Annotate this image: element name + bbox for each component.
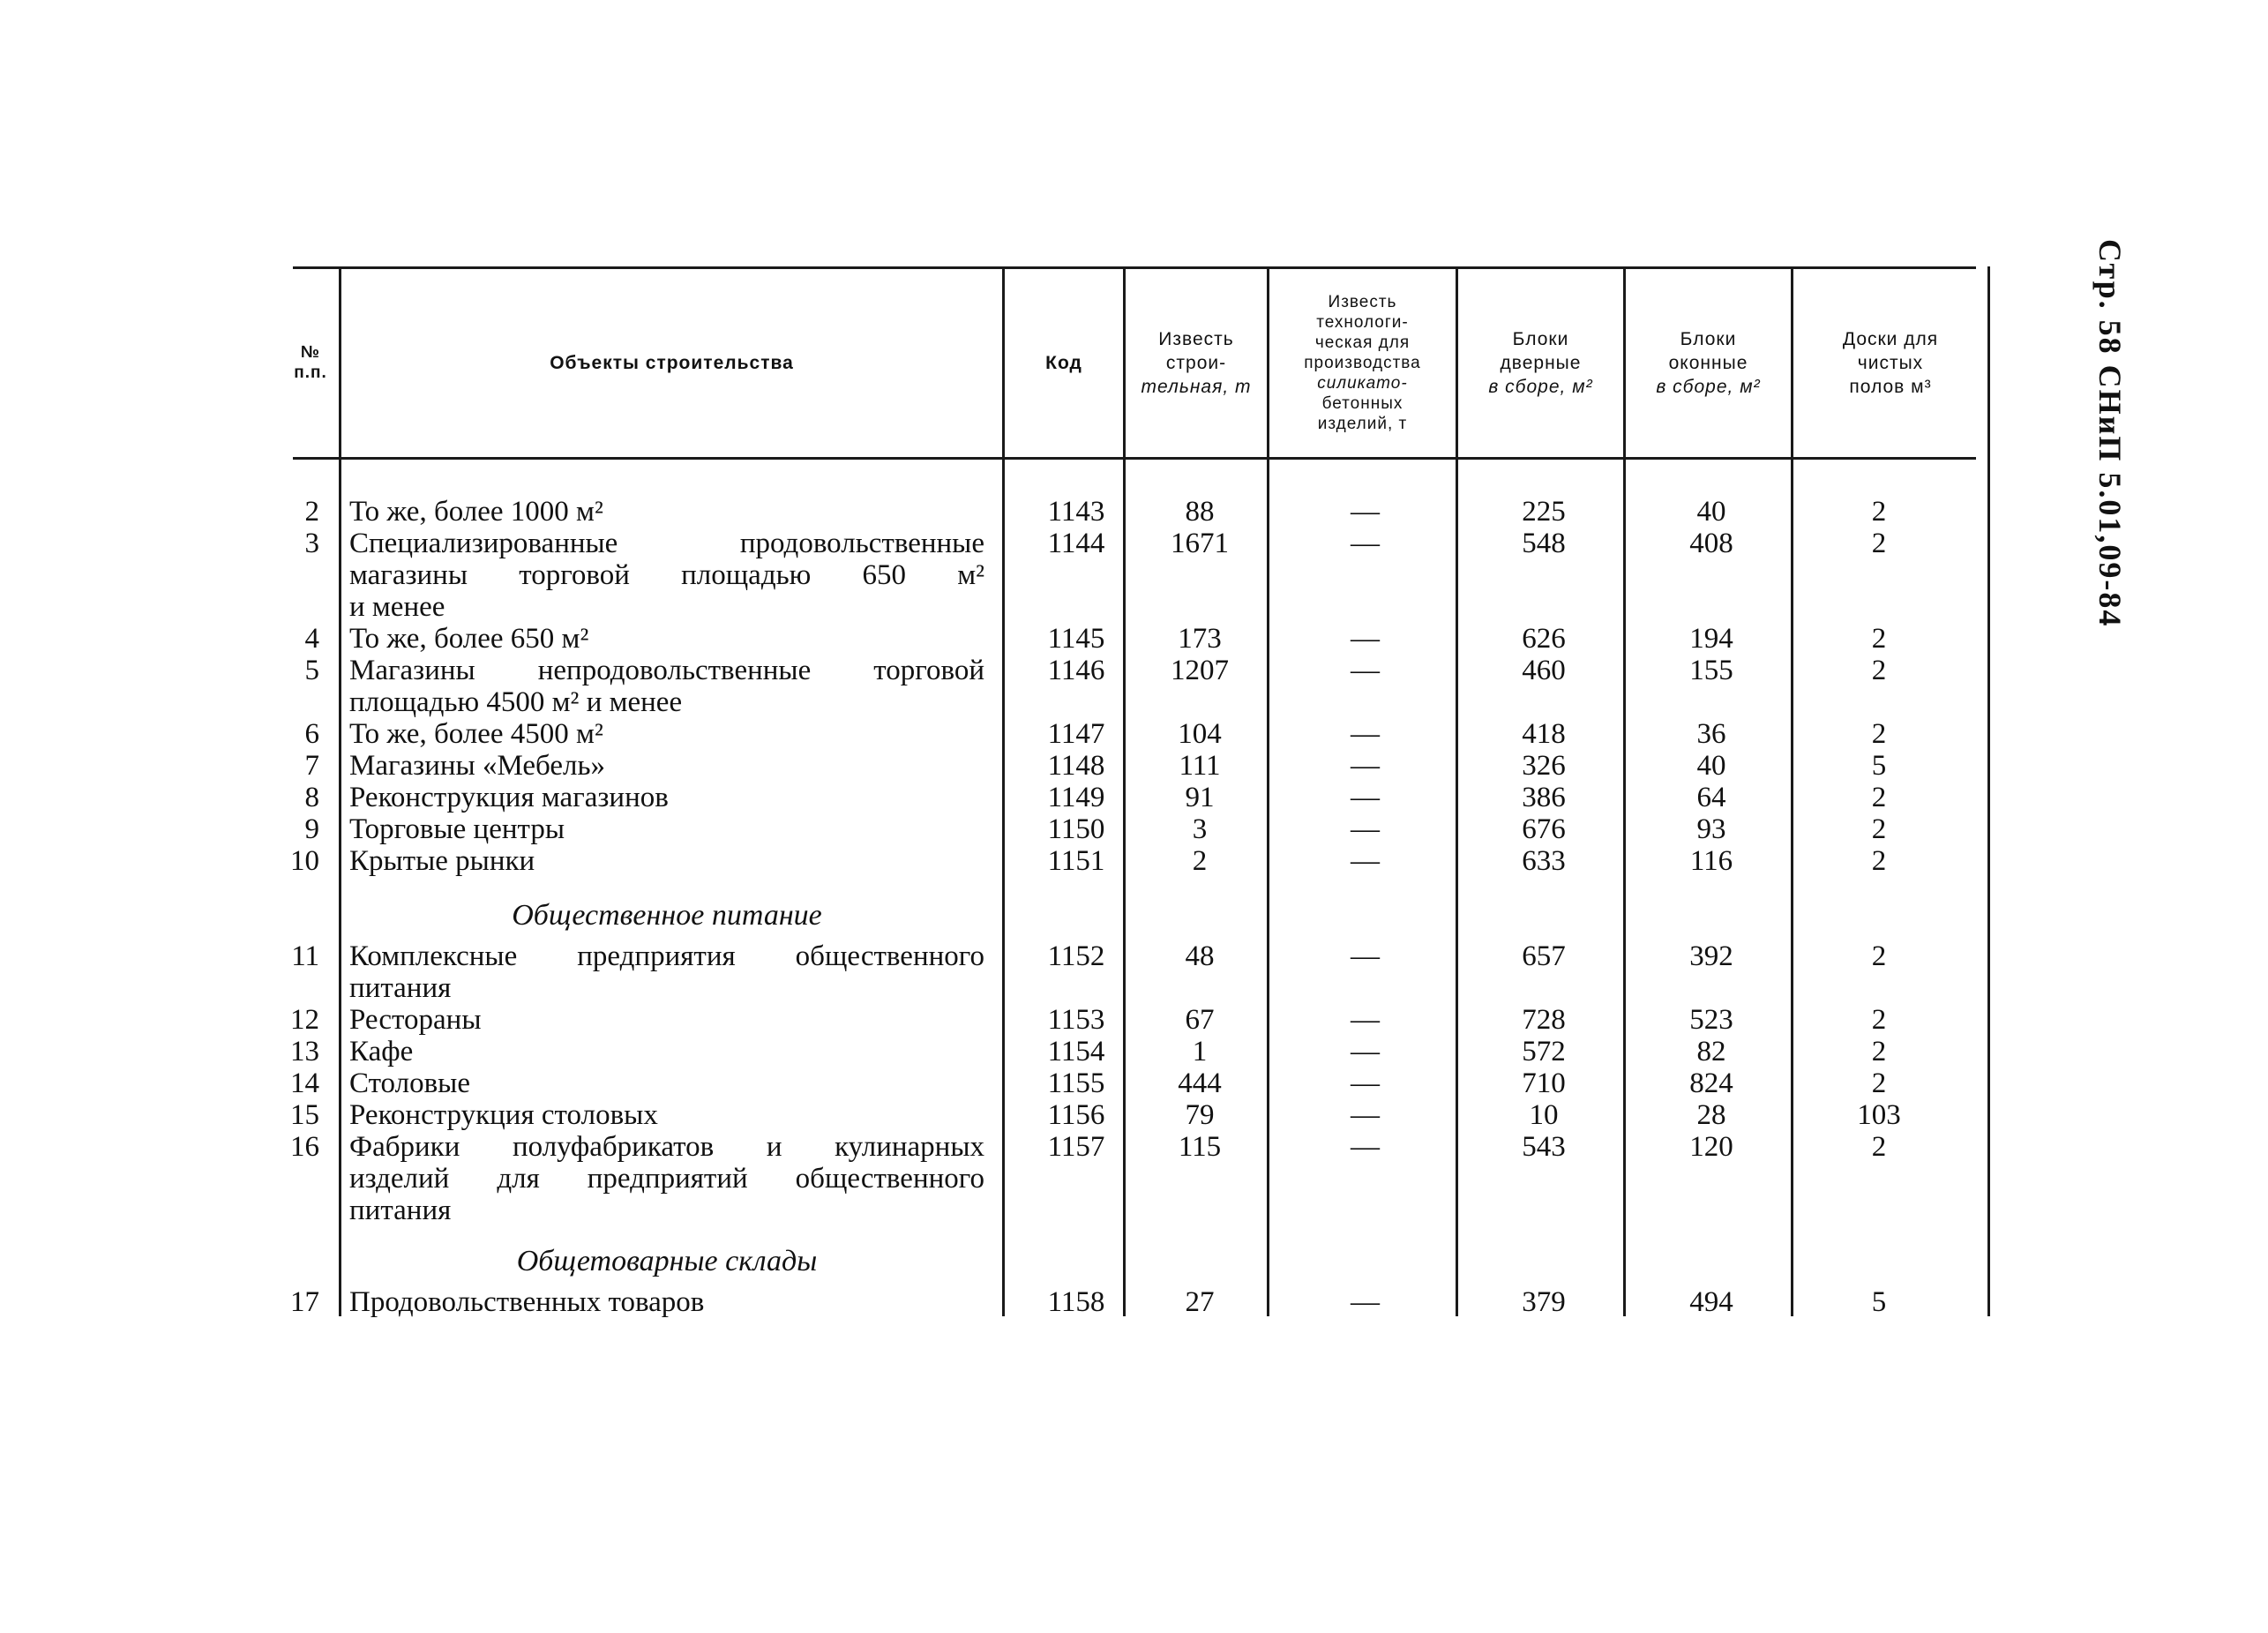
row-door: 379: [1522, 1286, 1566, 1318]
row-window: 824: [1689, 1067, 1733, 1099]
row-window: 40: [1696, 750, 1726, 782]
row-boards: 103: [1857, 1099, 1901, 1131]
header-lime-construction: Известь строи- тельная, т: [1141, 328, 1252, 397]
row-tech: —: [1351, 940, 1380, 972]
row-tech: —: [1351, 1004, 1380, 1036]
row-boards: 2: [1871, 623, 1887, 655]
row-name: Реконструкция магазинов: [349, 782, 669, 813]
row-tech: —: [1351, 496, 1380, 528]
row-lime: 3: [1192, 813, 1208, 845]
row-num: 13: [290, 1036, 319, 1067]
header-lime-technological: Известь технологи- ческая для производства силикато- бетонных изделий, т: [1304, 292, 1421, 433]
row-num: 15: [290, 1099, 319, 1131]
row-name: Комплексные предприятия общественного питания: [349, 940, 984, 1004]
row-window: 408: [1689, 528, 1733, 559]
row-num: 11: [291, 940, 319, 972]
row-lime: 1671: [1171, 528, 1229, 559]
row-num: 9: [304, 813, 319, 845]
row-window: 120: [1689, 1131, 1733, 1163]
row-lime: 115: [1178, 1131, 1222, 1163]
row-boards: 2: [1871, 940, 1887, 972]
row-tech: —: [1351, 750, 1380, 782]
row-code: 1150: [1047, 813, 1105, 845]
row-code: 1152: [1047, 940, 1105, 972]
row-door: 418: [1522, 718, 1566, 750]
row-code: 1149: [1047, 782, 1105, 813]
row-boards: 2: [1871, 813, 1887, 845]
row-tech: —: [1351, 1286, 1380, 1318]
row-door: 633: [1522, 845, 1566, 877]
row-code: 1146: [1047, 655, 1105, 686]
row-tech: —: [1351, 1036, 1380, 1067]
row-lime: 79: [1185, 1099, 1215, 1131]
row-door: 460: [1522, 655, 1566, 686]
row-lime: 2: [1192, 845, 1208, 877]
row-boards: 2: [1871, 845, 1887, 877]
row-name: Магазины «Мебель»: [349, 750, 606, 782]
row-lime: 173: [1178, 623, 1222, 655]
row-code: 1155: [1047, 1067, 1105, 1099]
row-tech: —: [1351, 1131, 1380, 1163]
row-lime: 104: [1178, 718, 1222, 750]
row-code: 1157: [1047, 1131, 1105, 1163]
section-heading: Общественное питание: [512, 899, 822, 932]
row-window: 155: [1689, 655, 1733, 686]
row-window: 82: [1696, 1036, 1726, 1067]
row-window: 523: [1689, 1004, 1733, 1036]
row-code: 1144: [1047, 528, 1105, 559]
row-num: 5: [304, 655, 319, 686]
row-name: Магазины непродовольственные торговой площадью 4500 м² и менее: [349, 655, 984, 718]
row-code: 1154: [1047, 1036, 1105, 1067]
header-window-blocks: Блоки оконные в сборе, м²: [1656, 328, 1761, 397]
row-name: Специализированные продовольственные магазины торговой площадью 650 м² и менее: [349, 528, 984, 623]
table-right-border: [1987, 266, 1990, 1316]
row-name: Продовольственных товаров: [349, 1286, 705, 1318]
row-name: Кафе: [349, 1036, 414, 1067]
row-boards: 2: [1871, 718, 1887, 750]
row-door: 710: [1522, 1067, 1566, 1099]
row-name: Рестораны: [349, 1004, 482, 1036]
row-door: 548: [1522, 528, 1566, 559]
row-door: 676: [1522, 813, 1566, 845]
row-code: 1145: [1047, 623, 1105, 655]
row-num: 14: [290, 1067, 319, 1099]
row-door: 326: [1522, 750, 1566, 782]
section-heading: Общетоварные склады: [516, 1245, 818, 1277]
row-door: 626: [1522, 623, 1566, 655]
row-tech: —: [1351, 528, 1380, 559]
row-num: 17: [290, 1286, 319, 1318]
row-code: 1143: [1047, 496, 1105, 528]
row-door: 543: [1522, 1131, 1566, 1163]
row-tech: —: [1351, 623, 1380, 655]
row-door: 728: [1522, 1004, 1566, 1036]
row-boards: 5: [1871, 1286, 1887, 1318]
row-window: 392: [1689, 940, 1733, 972]
row-num: 10: [290, 845, 319, 877]
row-lime: 1: [1192, 1036, 1208, 1067]
row-name: То же, более 1000 м²: [349, 496, 603, 528]
row-boards: 2: [1871, 782, 1887, 813]
page-side-label: Стр. 58 СНиП 5.01,09-84: [2092, 239, 2128, 628]
row-lime: 67: [1185, 1004, 1215, 1036]
row-tech: —: [1351, 718, 1380, 750]
row-num: 3: [304, 528, 319, 559]
row-code: 1147: [1047, 718, 1105, 750]
row-lime: 48: [1185, 940, 1215, 972]
row-lime: 27: [1185, 1286, 1215, 1318]
row-num: 4: [304, 623, 319, 655]
row-num: 8: [304, 782, 319, 813]
row-lime: 91: [1185, 782, 1215, 813]
row-lime: 444: [1178, 1067, 1222, 1099]
row-num: 7: [304, 750, 319, 782]
row-name: Торговые центры: [349, 813, 565, 845]
row-window: 64: [1696, 782, 1726, 813]
row-code: 1148: [1047, 750, 1105, 782]
row-window: 36: [1696, 718, 1726, 750]
row-tech: —: [1351, 1099, 1380, 1131]
row-door: 572: [1522, 1036, 1566, 1067]
row-boards: 5: [1871, 750, 1887, 782]
row-boards: 2: [1871, 1067, 1887, 1099]
row-window: 116: [1689, 845, 1733, 877]
row-boards: 2: [1871, 496, 1887, 528]
row-name: Крытые рынки: [349, 845, 535, 877]
row-boards: 2: [1871, 528, 1887, 559]
row-num: 16: [290, 1131, 319, 1163]
row-code: 1158: [1047, 1286, 1105, 1318]
row-window: 93: [1696, 813, 1726, 845]
row-tech: —: [1351, 782, 1380, 813]
header-name: Объекты строительства: [550, 352, 794, 373]
row-boards: 2: [1871, 1036, 1887, 1067]
row-tech: —: [1351, 813, 1380, 845]
row-lime: 88: [1185, 496, 1215, 528]
row-tech: —: [1351, 1067, 1380, 1099]
row-tech: —: [1351, 655, 1380, 686]
row-window: 40: [1696, 496, 1726, 528]
row-boards: 2: [1871, 655, 1887, 686]
row-door: 10: [1529, 1099, 1559, 1131]
row-window: 494: [1689, 1286, 1733, 1318]
row-boards: 2: [1871, 1004, 1887, 1036]
row-code: 1156: [1047, 1099, 1105, 1131]
row-name: То же, более 4500 м²: [349, 718, 603, 750]
row-name: Реконструкция столовых: [349, 1099, 658, 1131]
row-lime: 1207: [1171, 655, 1229, 686]
row-name: Фабрики полуфабрикатов и кулинарных изделий для предприятий общественного питания: [349, 1131, 984, 1226]
row-code: 1153: [1047, 1004, 1105, 1036]
row-name: То же, более 650 м²: [349, 623, 589, 655]
header-floor-boards: Доски для чистых полов м³: [1842, 328, 1939, 397]
row-door: 386: [1522, 782, 1566, 813]
row-code: 1151: [1047, 845, 1105, 877]
row-window: 28: [1696, 1099, 1726, 1131]
row-num: 2: [304, 496, 319, 528]
row-num: 6: [304, 718, 319, 750]
header-code: Код: [1045, 352, 1082, 373]
header-door-blocks: Блоки дверные в сборе, м²: [1488, 328, 1593, 397]
row-window: 194: [1689, 623, 1733, 655]
row-door: 657: [1522, 940, 1566, 972]
row-boards: 2: [1871, 1131, 1887, 1163]
row-tech: —: [1351, 845, 1380, 877]
row-lime: 111: [1179, 750, 1221, 782]
row-name: Столовые: [349, 1067, 470, 1099]
row-door: 225: [1522, 496, 1566, 528]
row-num: 12: [290, 1004, 319, 1036]
header-num: № п.п.: [294, 343, 327, 382]
